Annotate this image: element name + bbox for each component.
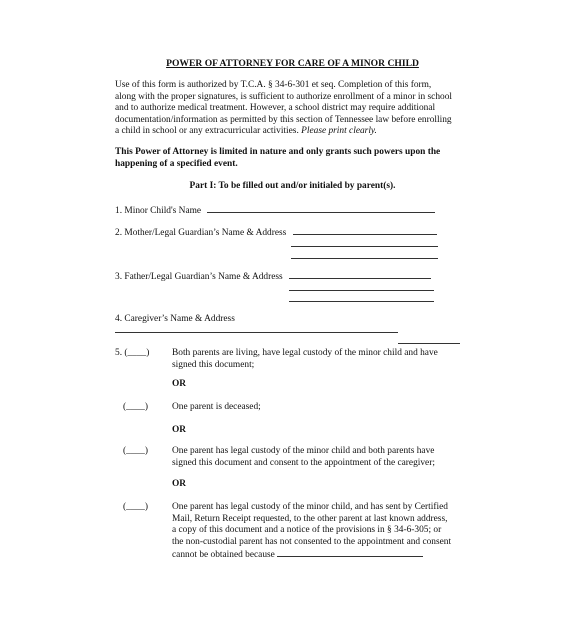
caregiver-label: 4. Caregiver’s Name & Address [115, 314, 235, 324]
option-line: the non-custodial parent has not consented to the appointment and consent [172, 536, 452, 547]
option-blank[interactable]: (____) [123, 402, 148, 412]
print-clearly-note: Please print clearly. [301, 126, 377, 137]
intro-line: Use of this form is authorized by T.C.A. § 34-6-301 et seq. Completion of this form, [115, 80, 432, 90]
option-line: One parent is deceased; [172, 402, 261, 412]
father-address-blank[interactable] [289, 301, 434, 302]
caregiver-blank[interactable] [398, 343, 460, 344]
limitation-notice [115, 147, 440, 170]
section5-number[interactable]: 5. (____) [115, 348, 150, 358]
intro-line-text: a child in school or any extracurricular activities. [115, 126, 299, 137]
option-line: Mail, Return Receipt requested, to the other parent at last known address, [172, 513, 448, 524]
minor-name-blank[interactable] [207, 204, 435, 213]
document-title: POWER OF ATTORNEY FOR CARE OF A MINOR CHILD [166, 58, 419, 69]
part1-heading: Part I: To be filled out and/or initialed by parent(s). [189, 181, 396, 191]
option-certified-mail [172, 502, 451, 562]
intro-line: documentation/information as permitted by this section of Tennessee law before enrolling [115, 114, 452, 125]
minor-name-field [115, 204, 435, 216]
intro-paragraph [115, 80, 452, 138]
mother-address-blank[interactable] [291, 246, 438, 247]
or-label: OR [172, 379, 187, 389]
or-label: OR [172, 425, 187, 435]
intro-line: along with the proper signatures, is sufficient to authorize enrollment of a minor in school [115, 91, 452, 102]
intro-line: and to authorize medical treatment. However, a school district may require additional [115, 103, 436, 114]
mother-name-blank[interactable] [293, 226, 437, 235]
option-blank[interactable]: (____) [123, 446, 148, 456]
minor-name-label: 1. Minor Child's Name [115, 206, 202, 216]
option-blank[interactable]: (____) [123, 502, 148, 512]
option-line: Both parents are living, have legal custody of the minor child and have [172, 348, 438, 358]
limitation-line: This Power of Attorney is limited in nature and only grants such powers upon the [115, 147, 441, 157]
option-line: a copy of this document and a notice of the provisions in § 34-6-305; or [172, 525, 442, 536]
father-address-blank[interactable] [289, 290, 434, 291]
father-label: 3. Father/Legal Guardian’s Name & Address [115, 272, 283, 282]
reason-blank[interactable] [277, 548, 423, 557]
option-line: One parent has legal custody of the minor child and both parents have [172, 446, 435, 456]
limitation-line: happening of a specified event. [115, 158, 238, 169]
option-both-parents [172, 348, 438, 371]
option-line: signed this document and consent to the appointment of the caregiver; [172, 457, 435, 468]
option-line [172, 548, 451, 562]
mother-field [115, 226, 437, 238]
mother-address-blank[interactable] [291, 258, 438, 259]
intro-line [115, 126, 452, 138]
father-name-blank[interactable] [289, 270, 431, 279]
caregiver-blank[interactable] [115, 332, 398, 333]
father-field [115, 270, 431, 282]
mother-label: 2. Mother/Legal Guardian’s Name & Address [115, 228, 287, 238]
option-both-signed [172, 446, 435, 469]
or-label: OR [172, 479, 187, 489]
option-line: One parent has legal custody of the minor child, and has sent by Certified [172, 502, 448, 512]
option-parent-deceased [172, 402, 261, 414]
option-line: signed this document; [172, 359, 255, 370]
option-line-text: cannot be obtained because [172, 550, 275, 561]
